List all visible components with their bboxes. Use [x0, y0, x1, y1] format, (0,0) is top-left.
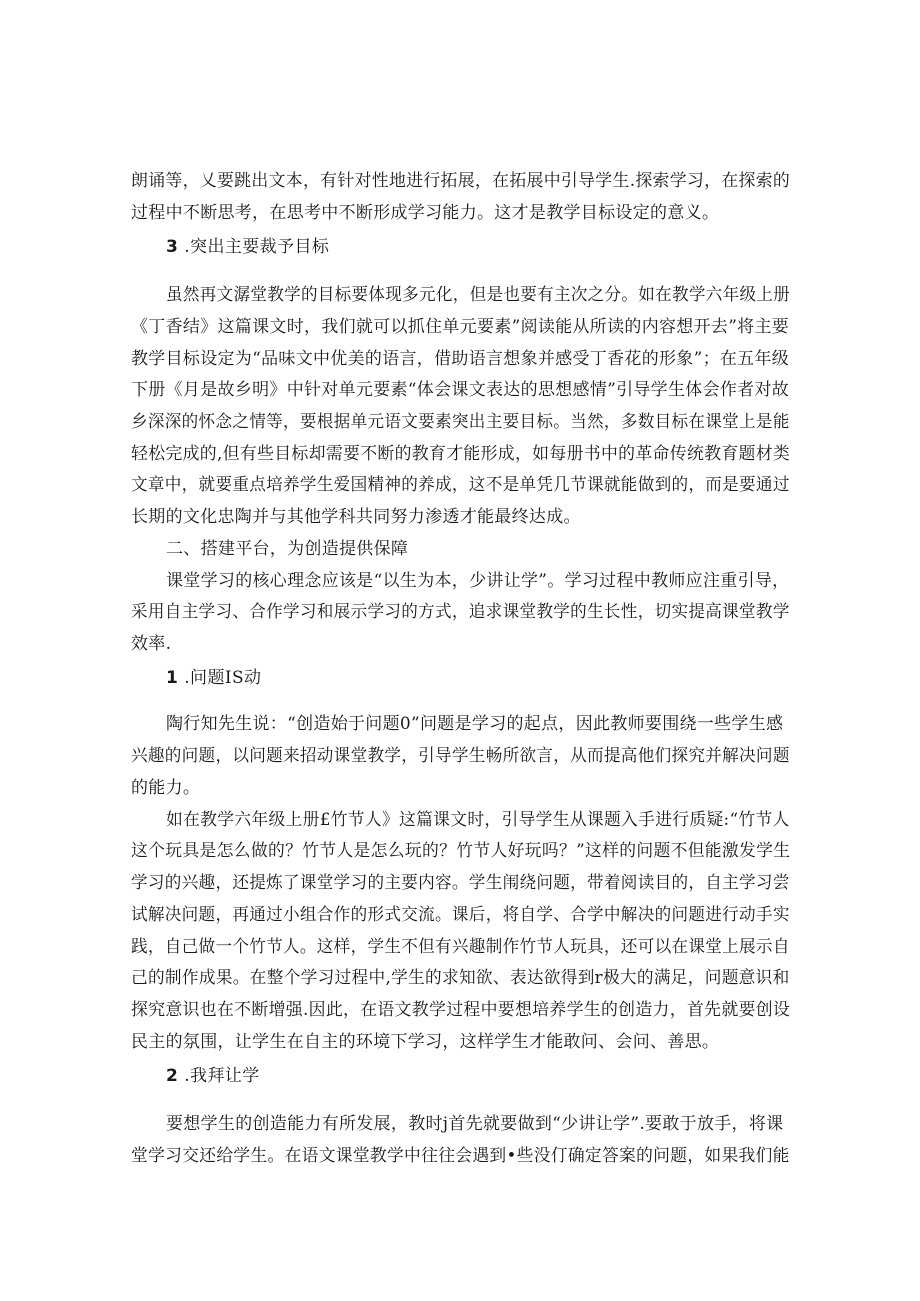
section-title: .我拜让学	[184, 1066, 260, 1086]
text-line: 学习的兴趣，还提炼了课堂学习的主要内容。学生闱绕问题，带着阅读目的，自主学习尝	[131, 873, 790, 893]
text-line: 课堂学习的核心理念应该是“以生为本，少讲让学”。学习过程中教师应注重引导，	[166, 571, 790, 591]
text-line: 轻松完成的,但有些目标却需要不断的教育才能形成，如每册书中的革命传统教育题材类	[131, 444, 791, 464]
section-number: 1	[166, 668, 179, 688]
text-line: 要想学生的创造能力有所发展，教时j首先就要做到“少讲让学”.要敢于放手，将课	[166, 1114, 784, 1134]
text-line: 试解决问题，再通过小组合作的形式交流。课后，将自学、合学中解决的问题进行动手实	[131, 905, 790, 925]
text-line: 兴趣的问题，以问题来招动课堂教学，引导学生畅所欲言，从而提高他们探究并解决问题	[131, 746, 790, 766]
text-line: 采用自主学习、合作学习和展示学习的方式，追求课堂教学的生长性，切实提高课堂教学	[131, 602, 790, 622]
text-line: 如在教学六年级上册£竹节人》这篇课文时，引导学生从课题入手进行质疑:“竹节人	[166, 810, 790, 830]
text-line: 堂学习交还给学生。在语文课堂教学中往往会遇到•些没仃确定答案的问题，如果我们能	[131, 1146, 790, 1166]
text-line: 《丁香结》这篇课文时，我们就可以抓住单元要素”阅读能从所读的内容想开去”将主要	[131, 317, 790, 337]
section-number: 3	[166, 237, 179, 257]
section-2-heading	[166, 1065, 260, 1087]
section-title: .问题IS动	[184, 668, 262, 688]
text-line: 效率.	[131, 634, 172, 654]
text-line: 长期的文化忠陶并与其他学科共同努力渗透才能最终达成。	[131, 507, 581, 527]
section-title: .突出主要裁予目标	[184, 237, 330, 257]
text-line: 这个玩具是怎么做的？竹节人是怎么玩的？竹节人好玩吗？”这样的问题不但能激发学生	[131, 841, 791, 861]
text-line: 己的制作成果。在整个学习过程中,学生的求知欲、表达欲得到r极大的满足，问题意识和	[131, 968, 790, 988]
text-line: 过程中不断思考，在思考中不断形成学习能力。这才是教学目标设定的意义。	[131, 203, 720, 223]
text-line: 下册《月是故乡明》中针对单元要素“体会课文表达的思想感情”引导学生体会作者对故	[131, 380, 790, 400]
text-line: 虽然再文潺堂教学的目标要体现多元化，但是也要有主次之分。如在教学六年级上册	[166, 285, 791, 305]
text-line: 文章中，就要重点培养学生爱国精神的养成，这不是单凭几节课就能做到的，而是要通过	[131, 475, 790, 495]
text-line: 朗诵等，乂要跳出文本，有针对性地进行拓展，在拓展中引导学生.探索学习，在探索的	[131, 171, 791, 191]
text-line: 践，自己做一个竹节人。这样，学生不但有兴趣制作竹节人玩具，还可以在课堂上展示自	[131, 937, 790, 957]
section-number: 2	[166, 1066, 179, 1086]
text-line: 的能力。	[131, 778, 201, 798]
part-2-heading: 二、搭建平台，为创造提供保障	[166, 539, 409, 559]
text-line: 陶行知先生说：“创造始于问题0”问题是学习的起点，因此教师要围绕一些学生感	[166, 714, 784, 734]
text-line: 探究意识也在不断增强.因此，在语文教学过程中要想培养学生的创造力，首先就要创设	[131, 1000, 791, 1020]
section-1-heading	[166, 667, 261, 689]
text-line: 乡深深的怀念之情等，要根据单元语文要素突出主要目标。当然，多数目标在课堂上是能	[131, 412, 790, 432]
text-line: 民主的氛围，让学生在自主的环境下学习，这样学生才能敢问、会问、善思。	[131, 1032, 720, 1052]
section-3-heading	[166, 236, 329, 258]
text-line: 教学目标设定为“品味文中优美的语言，借助语言想象并感受丁香花的形象”；在五年级	[131, 349, 790, 369]
